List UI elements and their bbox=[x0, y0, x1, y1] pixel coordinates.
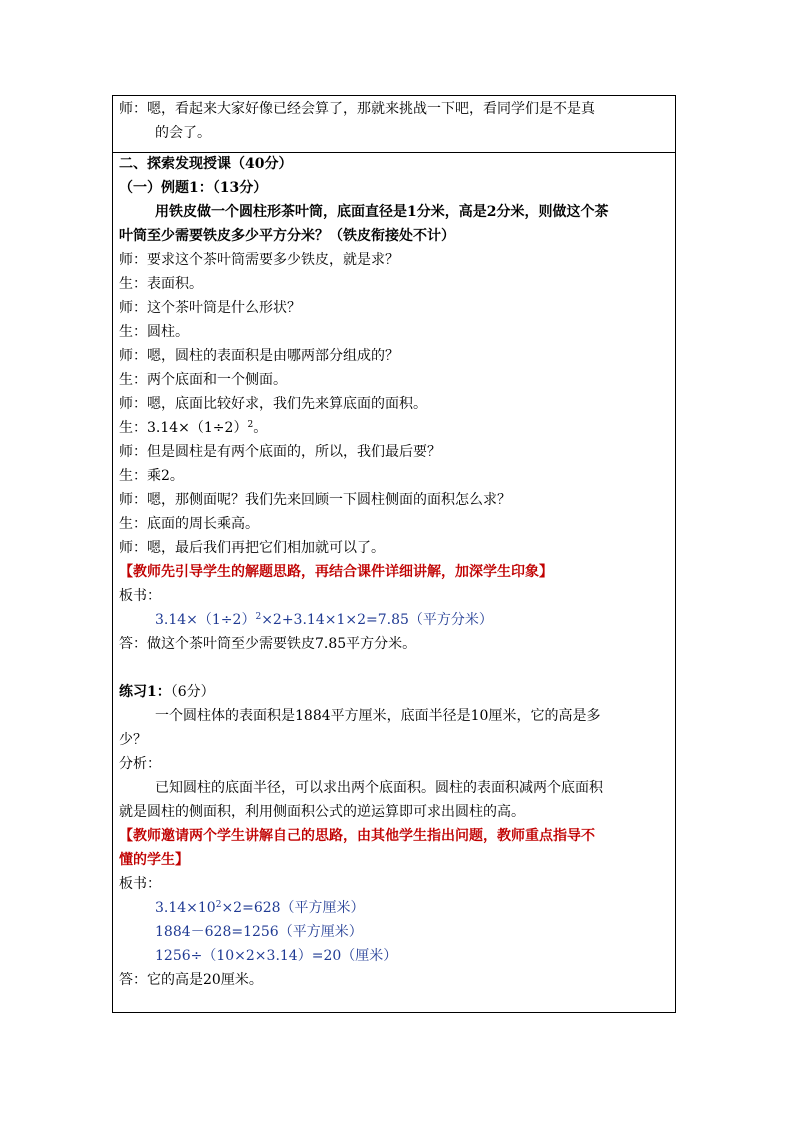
dialogue-line: 师：但是圆柱是有两个底面的，所以，我们最后要？ bbox=[119, 444, 441, 460]
board-label-2: 板书： bbox=[119, 876, 161, 892]
problem-line-2: 叶筒至少需要铁皮多少平方分米？（铁皮衔接处不计） bbox=[119, 228, 455, 244]
board-calc-exponent: 2 bbox=[255, 612, 262, 622]
table-cell-main bbox=[113, 153, 675, 1013]
dialogue-line: 师：要求这个茶叶筒需要多少铁皮，就是求？ bbox=[119, 252, 399, 268]
board2-line-1-suffix: ×2=628（平方厘米） bbox=[221, 900, 365, 916]
teacher-note-1: 【教师先引导学生的解题思路，再结合课件详细讲解，加深学生印象】 bbox=[119, 564, 553, 580]
dialogue-line: 师：嗯，那侧面呢？我们先来回顾一下圆柱侧面的面积怎么求？ bbox=[119, 492, 511, 508]
student-calc-prefix: 生：3.14×（1÷2） bbox=[119, 420, 248, 436]
board-calc-suffix: ×2+3.14×1×2=7.85（平方分米） bbox=[261, 612, 493, 628]
analysis-line-2: 就是圆柱的侧面积，利用侧面积公式的逆运算即可求出圆柱的高。 bbox=[119, 804, 525, 820]
dialogue-line: 师：这个茶叶筒是什么形状？ bbox=[119, 300, 301, 316]
board-calc-line bbox=[119, 611, 669, 629]
board-calc-prefix: 3.14×（1÷2） bbox=[155, 612, 256, 628]
board2-line-1 bbox=[119, 899, 669, 917]
board2-line-1-prefix: 3.14×10 bbox=[155, 900, 216, 916]
practice-line-1: 一个圆柱体的表面积是1884平方厘米，底面半径是10厘米，它的高是多 bbox=[155, 708, 601, 724]
teacher-note-2-line-2: 懂的学生】 bbox=[119, 852, 189, 868]
dialogue-line: 师：嗯，圆柱的表面积是由哪两部分组成的？ bbox=[119, 348, 399, 364]
answer-2: 答：它的高是20厘米。 bbox=[119, 972, 263, 988]
analysis-label: 分析： bbox=[119, 756, 161, 772]
dialogue-line: 生：底面的周长乘高。 bbox=[119, 516, 259, 532]
student-calc-line bbox=[119, 419, 669, 437]
student-calc-suffix: 。 bbox=[253, 420, 268, 436]
table-cell-intro bbox=[113, 96, 675, 153]
board2-line-3: 1256÷（10×2×3.14）=20（厘米） bbox=[155, 948, 398, 964]
board2-line-1-exponent: 2 bbox=[215, 900, 222, 910]
dialogue-line: 生：两个底面和一个侧面。 bbox=[119, 372, 287, 388]
example-title: （一）例题1：（13分） bbox=[119, 180, 268, 196]
practice-score: （6分） bbox=[170, 684, 215, 700]
board2-line-2: 1884－628=1256（平方厘米） bbox=[155, 924, 363, 940]
practice-line-2: 少？ bbox=[119, 732, 147, 748]
analysis-line-1: 已知圆柱的底面半径，可以求出两个底面积。圆柱的表面积减两个底面积 bbox=[155, 780, 603, 796]
dialogue-line: 生：乘2。 bbox=[119, 468, 184, 484]
dialogue-line: 生：表面积。 bbox=[119, 276, 203, 292]
intro-line-2: 的会了。 bbox=[155, 125, 211, 141]
teacher-note-2-line-1: 【教师邀请两个学生讲解自己的思路，由其他学生指出问题，教师重点指导不 bbox=[119, 828, 595, 844]
dialogue-line: 师：嗯，最后我们再把它们相加就可以了。 bbox=[119, 540, 385, 556]
lesson-table bbox=[112, 95, 676, 1013]
student-calc-exponent: 2 bbox=[247, 420, 254, 430]
dialogue-line: 师：嗯，底面比较好求，我们先来算底面的面积。 bbox=[119, 396, 427, 412]
section-title: 二、探索发现授课（40分） bbox=[119, 156, 293, 172]
practice-title: 练习1： bbox=[119, 684, 171, 700]
problem-line-1: 用铁皮做一个圆柱形茶叶筒，底面直径是1分米，高是2分米，则做这个茶 bbox=[155, 204, 609, 220]
answer-1: 答：做这个茶叶筒至少需要铁皮7.85平方分米。 bbox=[119, 636, 417, 652]
intro-line-1: 师：嗯，看起来大家好像已经会算了，那就来挑战一下吧，看同学们是不是真 bbox=[119, 101, 595, 117]
board-label: 板书： bbox=[119, 588, 161, 604]
practice-title-line bbox=[119, 683, 669, 701]
dialogue-line: 生：圆柱。 bbox=[119, 324, 189, 340]
